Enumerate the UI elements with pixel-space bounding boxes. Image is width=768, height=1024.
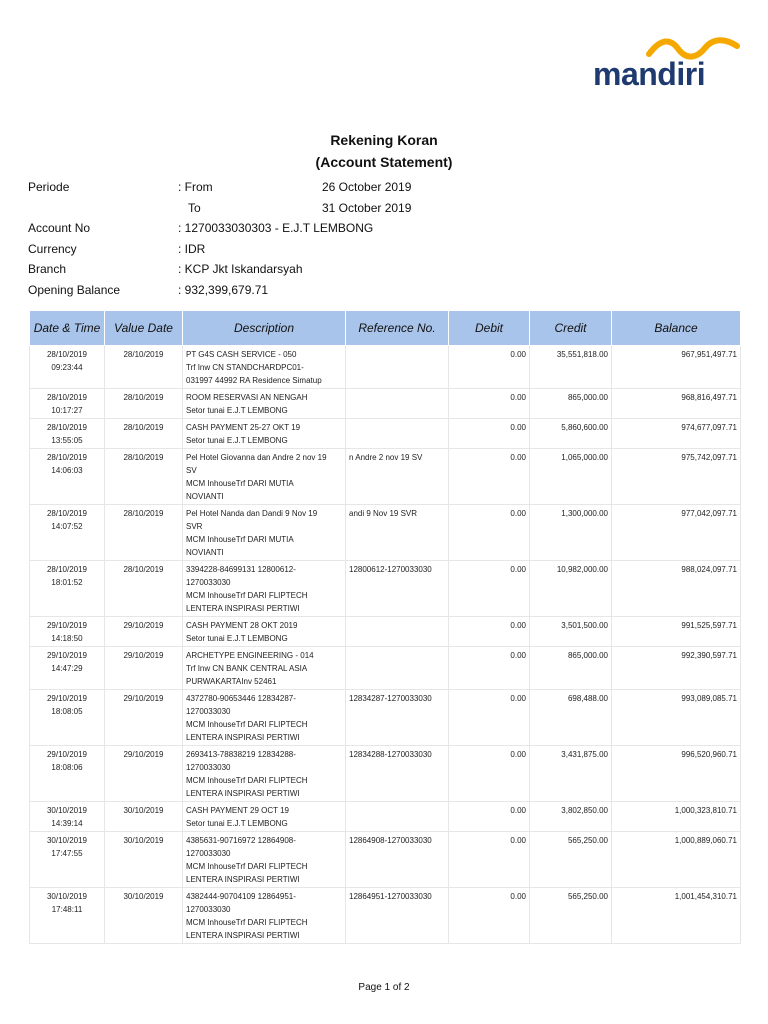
description-line: NOVIANTI xyxy=(186,492,224,501)
description-line: CASH PAYMENT 29 OCT 19 xyxy=(186,806,289,815)
cell-balance: 988,024,097.71 xyxy=(612,561,741,617)
description-line: MCM InhouseTrf DARI FLIPTECH xyxy=(186,776,308,785)
cell-description xyxy=(183,690,346,746)
description-line: 1270033030 xyxy=(186,707,231,716)
cell-reference: 12834287-1270033030 xyxy=(346,690,449,746)
cell-datetime xyxy=(30,888,105,944)
cell-credit: 1,065,000.00 xyxy=(530,449,612,505)
cell-balance: 967,951,497.71 xyxy=(612,346,741,389)
table-row xyxy=(30,647,741,690)
description-line: Pel Hotel Nanda dan Dandi 9 Nov 19 xyxy=(186,509,318,518)
cell-datetime xyxy=(30,832,105,888)
cell-reference xyxy=(346,346,449,389)
cell-debit: 0.00 xyxy=(449,888,530,944)
description-line: 4372780-90653446 12834287- xyxy=(186,694,296,703)
cell-reference: 12834288-1270033030 xyxy=(346,746,449,802)
cell-time: 17:47:55 xyxy=(51,849,83,858)
periode-label: Periode xyxy=(28,180,70,194)
periode-from-label: : From xyxy=(178,180,213,194)
cell-date: 30/10/2019 xyxy=(46,892,88,901)
table-row xyxy=(30,419,741,449)
table-row xyxy=(30,346,741,389)
cell-date: 29/10/2019 xyxy=(46,750,88,759)
table-row xyxy=(30,802,741,832)
cell-reference: 12864908-1270033030 xyxy=(346,832,449,888)
cell-reference xyxy=(346,802,449,832)
description-line: Setor tunai E.J.T LEMBONG xyxy=(186,406,288,415)
periode-to-label: To xyxy=(188,200,201,215)
cell-debit: 0.00 xyxy=(449,617,530,647)
cell-value-date: 28/10/2019 xyxy=(105,449,183,505)
cell-value-date: 30/10/2019 xyxy=(105,802,183,832)
header-reference: Reference No. xyxy=(346,311,449,346)
cell-description xyxy=(183,561,346,617)
cell-balance: 968,816,497.71 xyxy=(612,389,741,419)
cell-datetime xyxy=(30,802,105,832)
cell-description xyxy=(183,888,346,944)
cell-balance: 1,001,454,310.71 xyxy=(612,888,741,944)
table-row xyxy=(30,561,741,617)
cell-datetime xyxy=(30,419,105,449)
cell-description xyxy=(183,617,346,647)
description-line: CASH PAYMENT 28 OKT 2019 xyxy=(186,621,298,630)
cell-credit: 565,250.00 xyxy=(530,832,612,888)
cell-credit: 1,300,000.00 xyxy=(530,505,612,561)
description-line: LENTERA INSPIRASI PERTIWI xyxy=(186,875,300,884)
cell-time: 14:39:14 xyxy=(51,819,83,828)
description-line: Pel Hotel Giovanna dan Andre 2 nov 19 xyxy=(186,453,327,462)
cell-date: 28/10/2019 xyxy=(46,350,88,359)
cell-date: 30/10/2019 xyxy=(46,836,88,845)
cell-value-date: 28/10/2019 xyxy=(105,561,183,617)
cell-date: 28/10/2019 xyxy=(46,509,88,518)
table-row xyxy=(30,746,741,802)
transaction-rows xyxy=(30,346,741,944)
cell-description xyxy=(183,746,346,802)
cell-debit: 0.00 xyxy=(449,690,530,746)
header-balance: Balance xyxy=(612,311,741,346)
cell-value-date: 28/10/2019 xyxy=(105,389,183,419)
cell-debit: 0.00 xyxy=(449,746,530,802)
cell-balance: 996,520,960.71 xyxy=(612,746,741,802)
cell-datetime xyxy=(30,690,105,746)
description-line: LENTERA INSPIRASI PERTIWI xyxy=(186,789,300,798)
description-line: 1270033030 xyxy=(186,578,231,587)
cell-description xyxy=(183,389,346,419)
cell-description xyxy=(183,449,346,505)
cell-datetime xyxy=(30,505,105,561)
cell-description xyxy=(183,505,346,561)
header-description: Description xyxy=(183,311,346,346)
description-line: Trf Inw CN STANDCHARDPC01- xyxy=(186,363,304,372)
cell-time: 09:23:44 xyxy=(51,363,83,372)
cell-balance: 993,089,085.71 xyxy=(612,690,741,746)
description-line: Setor tunai E.J.T LEMBONG xyxy=(186,634,288,643)
cell-reference xyxy=(346,647,449,690)
cell-date: 28/10/2019 xyxy=(46,565,88,574)
description-line: 4385631-90716972 12864908- xyxy=(186,836,296,845)
description-line: LENTERA INSPIRASI PERTIWI xyxy=(186,931,300,940)
cell-debit: 0.00 xyxy=(449,561,530,617)
cell-debit: 0.00 xyxy=(449,802,530,832)
branch-label: Branch xyxy=(28,262,67,276)
description-line: Trf Inw CN BANK CENTRAL ASIA xyxy=(186,664,308,673)
mandiri-logo xyxy=(593,36,743,96)
account-value: : 1270033030303 - E.J.T LEMBONG xyxy=(178,221,374,235)
description-line: 031997 44992 RA Residence Simatup xyxy=(186,376,322,385)
description-line: MCM InhouseTrf DARI FLIPTECH xyxy=(186,720,308,729)
cell-balance: 977,042,097.71 xyxy=(612,505,741,561)
cell-reference: n Andre 2 nov 19 SV xyxy=(346,449,449,505)
cell-credit: 565,250.00 xyxy=(530,888,612,944)
cell-datetime xyxy=(30,346,105,389)
cell-date: 29/10/2019 xyxy=(46,621,88,630)
cell-time: 18:01:52 xyxy=(51,578,83,587)
cell-time: 18:08:05 xyxy=(51,707,83,716)
cell-time: 14:47:29 xyxy=(51,664,83,673)
cell-reference xyxy=(346,617,449,647)
cell-datetime xyxy=(30,389,105,419)
cell-balance: 992,390,597.71 xyxy=(612,647,741,690)
table-row xyxy=(30,690,741,746)
header-debit: Debit xyxy=(449,311,530,346)
cell-debit: 0.00 xyxy=(449,389,530,419)
cell-debit: 0.00 xyxy=(449,832,530,888)
description-line: 1270033030 xyxy=(186,763,231,772)
cell-datetime xyxy=(30,617,105,647)
cell-date: 28/10/2019 xyxy=(46,453,88,462)
page-number: Page 1 of 2 xyxy=(358,982,410,993)
cell-value-date: 30/10/2019 xyxy=(105,888,183,944)
cell-value-date: 28/10/2019 xyxy=(105,419,183,449)
cell-reference xyxy=(346,419,449,449)
cell-description xyxy=(183,346,346,389)
periode-to-value: 31 October 2019 xyxy=(322,200,412,215)
cell-time: 13:55:05 xyxy=(51,436,83,445)
description-line: MCM InhouseTrf DARI MUTIA xyxy=(186,479,294,488)
transaction-table xyxy=(29,310,741,944)
cell-value-date: 29/10/2019 xyxy=(105,690,183,746)
cell-balance: 1,000,323,810.71 xyxy=(612,802,741,832)
cell-datetime xyxy=(30,647,105,690)
cell-value-date: 28/10/2019 xyxy=(105,346,183,389)
description-line: 3394228-84699131 12800612- xyxy=(186,565,296,574)
cell-date: 29/10/2019 xyxy=(46,651,88,660)
cell-time: 14:07:52 xyxy=(51,522,83,531)
cell-value-date: 28/10/2019 xyxy=(105,505,183,561)
cell-reference: andi 9 Nov 19 SVR xyxy=(346,505,449,561)
header-credit: Credit xyxy=(530,311,612,346)
cell-date: 28/10/2019 xyxy=(46,423,88,432)
cell-value-date: 30/10/2019 xyxy=(105,832,183,888)
cell-credit: 865,000.00 xyxy=(530,389,612,419)
cell-debit: 0.00 xyxy=(449,346,530,389)
description-line: 1270033030 xyxy=(186,849,231,858)
cell-time: 18:08:06 xyxy=(51,763,83,772)
description-line: CASH PAYMENT 25-27 OKT 19 xyxy=(186,423,301,432)
cell-balance: 974,677,097.71 xyxy=(612,419,741,449)
description-line: 1270033030 xyxy=(186,905,231,914)
cell-time: 14:06:03 xyxy=(51,466,83,475)
table-row xyxy=(30,505,741,561)
cell-date: 28/10/2019 xyxy=(46,393,88,402)
cell-value-date: 29/10/2019 xyxy=(105,746,183,802)
description-line: Setor tunai E.J.T LEMBONG xyxy=(186,819,288,828)
description-line: ARCHETYPE ENGINEERING - 014 xyxy=(186,651,314,660)
table-row xyxy=(30,617,741,647)
table-row xyxy=(30,449,741,505)
cell-credit: 3,802,850.00 xyxy=(530,802,612,832)
cell-value-date: 29/10/2019 xyxy=(105,617,183,647)
cell-debit: 0.00 xyxy=(449,505,530,561)
cell-description xyxy=(183,419,346,449)
description-line: MCM InhouseTrf DARI FLIPTECH xyxy=(186,918,308,927)
cell-credit: 698,488.00 xyxy=(530,690,612,746)
cell-balance: 1,000,889,060.71 xyxy=(612,832,741,888)
description-line: LENTERA INSPIRASI PERTIWI xyxy=(186,604,300,613)
cell-credit: 10,982,000.00 xyxy=(530,561,612,617)
cell-debit: 0.00 xyxy=(449,449,530,505)
header-value-date: Value Date xyxy=(105,311,183,346)
cell-description xyxy=(183,647,346,690)
description-line: PURWAKARTAInv 52461 xyxy=(186,677,277,686)
cell-credit: 3,431,875.00 xyxy=(530,746,612,802)
cell-date: 29/10/2019 xyxy=(46,694,88,703)
cell-date: 30/10/2019 xyxy=(46,806,88,815)
brand-name: mandiri xyxy=(593,56,706,92)
description-line: PT G4S CASH SERVICE - 050 xyxy=(186,350,297,359)
cell-credit: 35,551,818.00 xyxy=(530,346,612,389)
cell-reference xyxy=(346,389,449,419)
account-label: Account No xyxy=(28,221,91,235)
branch-value: : KCP Jkt Iskandarsyah xyxy=(178,262,303,276)
opening-balance-value: : 932,399,679.71 xyxy=(178,282,269,297)
table-row xyxy=(30,389,741,419)
description-line: MCM InhouseTrf DARI FLIPTECH xyxy=(186,591,308,600)
cell-time: 14:18:50 xyxy=(51,634,83,643)
description-line: LENTERA INSPIRASI PERTIWI xyxy=(186,733,300,742)
cell-reference: 12800612-1270033030 xyxy=(346,561,449,617)
table-row xyxy=(30,888,741,944)
cell-description xyxy=(183,832,346,888)
description-line: MCM InhouseTrf DARI MUTIA xyxy=(186,535,294,544)
cell-reference: 12864951-1270033030 xyxy=(346,888,449,944)
cell-time: 17:48:11 xyxy=(51,905,83,914)
cell-value-date: 29/10/2019 xyxy=(105,647,183,690)
header-datetime: Date & Time xyxy=(30,311,105,346)
description-line: Setor tunai E.J.T LEMBONG xyxy=(186,436,288,445)
table-header-row xyxy=(30,311,741,346)
description-line: MCM InhouseTrf DARI FLIPTECH xyxy=(186,862,308,871)
cell-balance: 975,742,097.71 xyxy=(612,449,741,505)
description-line: NOVIANTI xyxy=(186,548,224,557)
description-line: SVR xyxy=(186,522,203,531)
statement-subtitle: (Account Statement) xyxy=(315,154,453,170)
cell-description xyxy=(183,802,346,832)
cell-datetime xyxy=(30,746,105,802)
cell-time: 10:17:27 xyxy=(51,406,83,415)
cell-datetime xyxy=(30,561,105,617)
cell-credit: 5,860,600.00 xyxy=(530,419,612,449)
description-line: ROOM RESERVASI AN NENGAH xyxy=(186,393,308,402)
cell-debit: 0.00 xyxy=(449,647,530,690)
description-line: 2693413-78838219 12834288- xyxy=(186,750,296,759)
currency-label: Currency xyxy=(28,241,77,256)
description-line: 4382444-90704109 12864951- xyxy=(186,892,296,901)
cell-debit: 0.00 xyxy=(449,419,530,449)
cell-credit: 3,501,500.00 xyxy=(530,617,612,647)
currency-value: : IDR xyxy=(178,241,206,256)
cell-datetime xyxy=(30,449,105,505)
description-line: SV xyxy=(186,466,197,475)
opening-balance-label: Opening Balance xyxy=(28,282,121,297)
periode-from-value: 26 October 2019 xyxy=(322,180,412,194)
cell-credit: 865,000.00 xyxy=(530,647,612,690)
table-row xyxy=(30,832,741,888)
cell-balance: 991,525,597.71 xyxy=(612,617,741,647)
statement-title: Rekening Koran xyxy=(330,132,438,148)
